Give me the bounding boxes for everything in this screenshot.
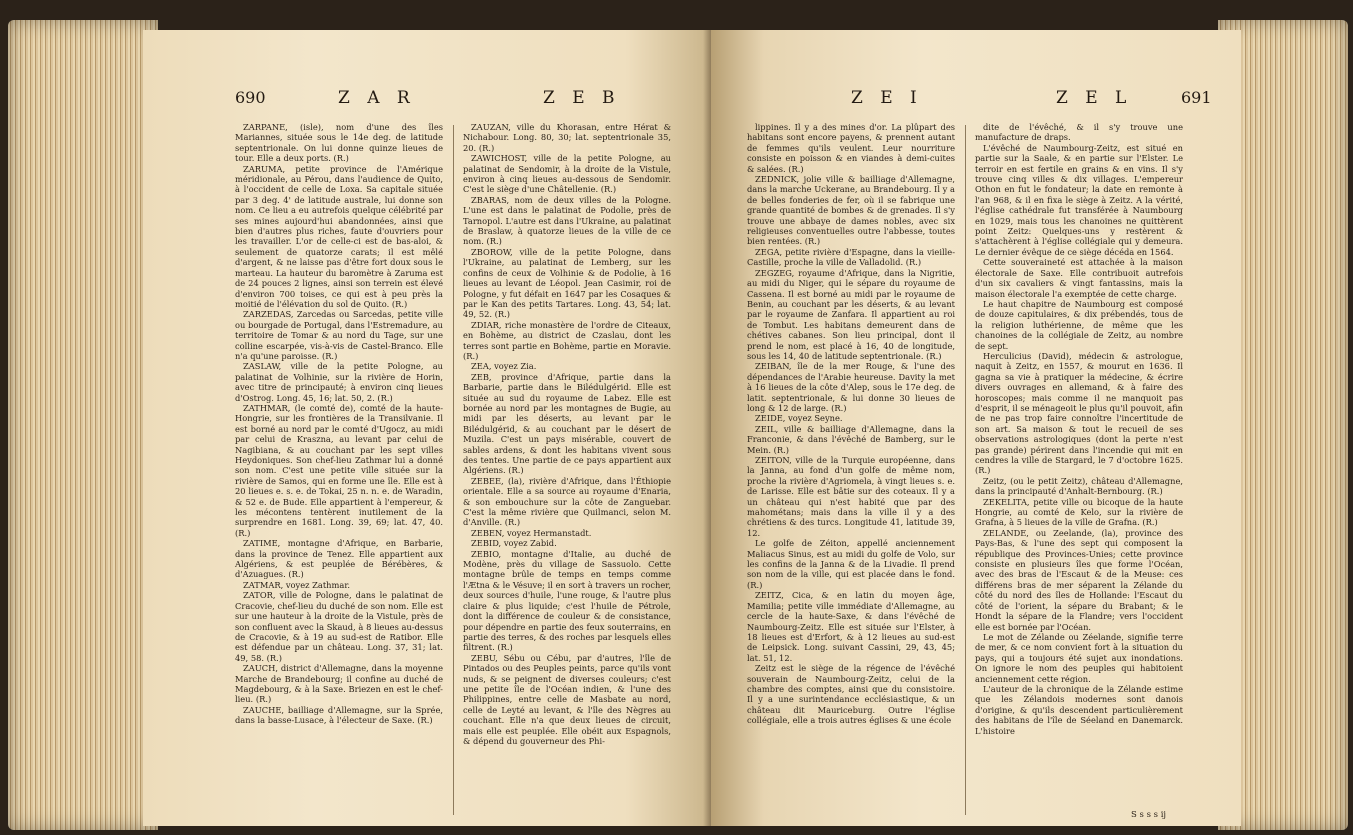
running-head-right: Z E B — [543, 88, 621, 108]
entry-paragraph: ZEBID, voyez Zabid. — [471, 538, 557, 549]
text-column-2 — [975, 122, 1183, 736]
entry-paragraph: ZEKELITA, petite ville ou bicoque de la haute Hongrie, au comté de Kelo, sur la rivière de Grafna, à 5 lieues de la ville de Grafna. (R.) — [975, 496, 1183, 528]
entry-paragraph: ZEBIO, montagne d'Italie, au duché de Modène, près du village de Sassuolo. Cette montagne brûle de temps en temps comme l'Ætna & le Vésuve; il en sort à travers un rocher, deux sources d'huile, l'une rouge, & l'autre plus claire & plus liquide; c'est l'huile de Pétrole, dont la différence de couleur & de consistance, pour dépendre en partie des feux souterrains, en partie des terres, & des roches par lesquels elles filtrent. (R.) — [463, 548, 671, 653]
entry-paragraph: ZARZEDAS, Zarcedas ou Sarcedas, petite ville ou bourgade de Portugal, dans l'Estremadure, au territoire de Tomar & au nord du Tage, sur une colline escarpée, vis-à-vis de Castel-Branco. Elle n'a qu'une paroisse. (R.) — [235, 309, 443, 361]
entry-paragraph: ZEBU, Sébu ou Cébu, par d'autres, l'île de Pintados ou des Peuples peints, parce qu'ils vont nuds, & se peignent de diverses couleurs; c'est une petite île de l'Océan indien, & l'une des Philippines, entre celle de Masbate au nord, celle de Leyté au levant, & l'île des Nègres au couchant. Elle n'a que deux lieues de circuit, mais elle est peuplée. Elle obéit aux Espagnols, & dépend du gouverneur des Phi- — [463, 652, 671, 746]
entry-paragraph: Le haut chapitre de Naumbourg est composé de douze capitulaires, & dix prébendés, tous de la religion luthérienne, de même que les chanoines de la collégiale de Zeitz, au nombre de sept. — [975, 298, 1183, 351]
entry-paragraph: ZBOROW, ville de la petite Pologne, dans l'Ukraine, au palatinat de Lemberg, sur les confins de ceux de Volhinie & de Podolie, à 16 lieues au levant de Léopol. Jean Casimir, roi de Pologne, y fut défait en 1647 par les Cosaques & par le Kan des petits Tartares. Long. 43, 54; lat. 49, 52. (R.) — [463, 246, 671, 320]
entry-paragraph: ZASLAW, ville de la petite Pologne, au palatinat de Volhinie, sur la rivière de Horin, avec titre de principauté; à environ cinq lieues d'Ostrog. Long. 45, 16; lat. 50, 2. (R.) — [235, 361, 443, 403]
entry-paragraph: ZEGA, petite rivière d'Espagne, dans la vieille-Castille, proche la ville de Valladolid. (R.) — [747, 246, 955, 268]
running-head-left: Z A R — [338, 88, 416, 108]
entry-paragraph: ZELANDE, ou Zeelande, (la), province des Pays-Bas, & l'une des sept qui composent la république des Provinces-Unies; cette province consiste en plusieurs îles que forme l'Océan, avec des bras de l'Escaut & de la Meuse: ces différens bras de mer séparent la Zélande du côté du nord des îles de Hollande: l'Escaut du côté de l'orient, la sépare du Brabant; & le Hondt la sépare de la Flandre; vers l'occident elle est bornée par l'Océan. — [975, 527, 1183, 632]
open-book — [8, 14, 1348, 832]
text-column-1 — [235, 122, 443, 726]
entry-paragraph: ZEDNICK, jolie ville & bailliage d'Allemagne, dans la marche Uckerane, au Brandebourg. Il y a de belles fonderies de fer, où il se fabrique une grande quantité de bombes & de grenades. Il s'y trouve une abbaye de dames nobles, avec six religieuses conventuelles outre l'abbesse, toutes bien rentées. (R.) — [747, 174, 955, 247]
entry-paragraph: ZAWICHOST, ville de la petite Pologne, au palatinat de Sendomir, à la droite de la Vistule, environ à cinq lieues au-dessous de Sendomir. C'est le siège d'une Châtellenie. (R.) — [463, 153, 671, 195]
page-number: 691 — [1181, 88, 1212, 107]
right-page — [711, 30, 1241, 826]
entry-paragraph: ZBARAS, nom de deux villes de la Pologne. L'une est dans le palatinat de Podolie, près de Tarnopol. L'autre est dans l'Ukraine, au palatinat de Braslaw, à quatorze lieues de la ville de ce nom. (R.) — [463, 194, 671, 247]
entry-paragraph: ZAUCHE, bailliage d'Allemagne, sur la Sprée, dans la basse-Lusace, à l'électeur de Saxe. (R.) — [235, 704, 443, 726]
entry-paragraph: Herculicius (David), médecin & astrologue, naquit à Zeitz, en 1557, & mourut en 1636. Il gagna sa vie à pratiquer la médecine, & écrire divers ouvrages en allemand, & à faire des horoscopes; mais comme il ne manquoit pas d'esprit, il se ménageoit le plus qu'il pouvoit, afin de ne pas trop faire connoître l'incertitude de son art. Sa maison & tout le recueil de ses observations astrologiques (dont la perte n'est pas grande) périrent dans l'incendie qui mit en cendres la ville de Stargard, le 7 d'octobre 1625. (R.) — [975, 350, 1183, 476]
entry-paragraph: L'évêché de Naumbourg-Zeitz, est situé en partie sur la Saale, & en partie sur l'Elster. Le terroir en est fertile en grains & en vins. Il s'y trouve cinq villes & dix villages. L'empereur Othon en fut le fondateur; la date en remonte à l'an 968, & il en fixa le siège à Zeitz. A la vérité, l'église cathédrale fut transférée à Naumbourg en 1029, mais tous les chanoines ne quittèrent point Zeitz: Quelques-uns y restèrent & s'attachèrent à l'église collégiale qui y demeura. Le dernier évêque de ce siège décéda en 1564. — [975, 142, 1183, 257]
entry-paragraph: dite de l'évêché, & il s'y trouve une manufacture de draps. — [975, 122, 1183, 143]
entry-paragraph: ZEITON, ville de la Turquie européenne, dans la Janna, au fond d'un golfe de même nom, proche la rivière d'Agriomela, à vingt lieues s. e. de Larisse. Elle est bâtie sur des coteaux. Il y a un château qui n'est habité que par des mahométans; mais dans la ville il y a des chrétiens & des turcs. Longitude 41, latitude 39, 12. — [747, 455, 955, 538]
entry-paragraph: ZDIAR, riche monastère de l'ordre de Citeaux, en Bohème, au district de Czaslau, dont les terres sont partie en Bohème, partie en Moravie. (R.) — [463, 319, 671, 361]
entry-paragraph: L'auteur de la chronique de la Zélande estime que les Zélandois modernes sont danois d'origine, & qu'ils descendent particulièrement des habitans de l'île de Séeland en Danemarck. L'histoire — [975, 683, 1183, 736]
entry-paragraph: Le mot de Zélande ou Zéelande, signifie terre de mer, & ce nom convient fort à la situation du pays, qui a toujours été sujet aux inondations. On ignore le nom des peuples qui habitoient anciennement cette région. — [975, 631, 1183, 684]
entry-paragraph: ZATMAR, voyez Zathmar. — [243, 579, 351, 590]
text-column-2 — [463, 122, 671, 746]
page-number: 690 — [235, 88, 266, 107]
entry-paragraph: ZAUZAN, ville du Khorasan, entre Hérat & Nichabour. Long. 80, 30; lat. septentrionale 35, 20. (R.) — [463, 122, 671, 153]
entry-paragraph: ZAUCH, district d'Allemagne, dans la moyenne Marche de Brandebourg; il confine au duché de Magdebourg, & à la Saxe. Briezen en est le chef-lieu. (R.) — [235, 663, 443, 705]
entry-paragraph: ZEBEN, voyez Hermanstadt. — [471, 527, 592, 538]
entry-paragraph: ZEIL, ville & bailliage d'Allemagne, dans la Franconie, & dans l'évêché de Bamberg, sur le Mein. (R.) — [747, 423, 955, 455]
running-head-left: Z E I — [851, 88, 923, 108]
entry-paragraph: ZEB, province d'Afrique, partie dans la Barbarie, partie dans le Bilédulgérid. Elle est située au sud du royaume de Labez. Elle est bornée au nord par les montagnes de Bugie, au midi par les déserts, au levant par le Bilédulgérid, & au couchant par le désert de Muzila. C'est un pays misérable, couvert de sables ardens, & dont les habitans vivent sous des tentes. Une partie de ce pays appartient aux Algériens. (R.) — [463, 371, 671, 476]
entry-paragraph: ZARPANE, (isle), nom d'une des îles Mariannes, située sous le 14e deg. de latitude septentrionale. On lui donne quinze lieues de tour. Elle a deux ports. (R.) — [235, 122, 443, 164]
entry-paragraph: lippines. Il y a des mines d'or. La plûpart des habitans sont encore payens, & prennent autant de femmes qu'ils veulent. Leur nourriture consiste en poisson & en viandes à demi-cuites & salées. (R.) — [747, 122, 955, 174]
text-column-1 — [747, 122, 955, 726]
entry-paragraph: Cette souveraineté est attachée à la maison électorale de Saxe. Elle contribuoit autrefois d'un six cavaliers & vingt fantassins, mais la maison électorale l'a exemptée de cette charge. — [975, 257, 1183, 299]
signature-mark: S s s s ij — [1131, 810, 1167, 820]
entry-paragraph: Zeitz, (ou le petit Zeitz), château d'Allemagne, dans la principauté d'Anhalt-Bernbourg. (R.) — [975, 475, 1183, 497]
entry-paragraph: ZARUMA, petite province de l'Amérique méridionale, au Pérou, dans l'audience de Quito, à l'occident de celle de Loxa. Sa capitale située par 3 deg. 4' de latitude australe, lui donne son nom. Ce lieu a eu autrefois quelque célébrité par ses mines aujourd'hui abandonnées, ainsi que bien d'autres plus riches, faute d'ouvriers pour les travailler. L'or de celle-ci est de bas-aloi, & seulement de quatorze carats; il est mêlé d'argent, & ne laisse pas d'être fort doux sous le marteau. La hauteur du baromètre à Zaruma est de 24 pouces 2 lignes, ainsi son terrein est élevé d'environ 700 toises, ce qui est à peu près la moitié de l'élévation du sol de Quito. (R.) — [235, 163, 443, 309]
entry-paragraph: ZEIDE, voyez Seyne. — [755, 413, 843, 424]
column-rule — [965, 125, 966, 815]
entry-paragraph: Le golfe de Zéiton, appellé anciennement Maliacus Sinus, est au midi du golfe de Volo, sur les confins de la Janna & de la Livadie. Il prend son nom de la ville, qui est placée dans le fond. (R.) — [747, 538, 955, 590]
entry-paragraph: ZEGZEG, royaume d'Afrique, dans la Nigritie, au midi du Niger, qui le sépare du royaume de Cassena. Il est borné au midi par le royaume de Benin, au couchant par les déserts, & au levant par le royaume de Zanfara. Il appartient au roi de Tombut. Les habitans demeurent dans de chétives cabanes. Son lieu principal, dont il prend le nom, est placé à 16, 40 de longitude, sous les 14, 40 de latitude septentrionale. (R.) — [747, 267, 955, 361]
entry-paragraph: ZEBEE, (la), rivière d'Afrique, dans l'Éthiopie orientale. Elle a sa source au royaume d'Enaria, & son embouchure sur la côte de Zanguebar. C'est la même rivière que Quilmanci, selon M. d'Anville. (R.) — [463, 475, 671, 528]
entry-paragraph: ZEIBAN, île de la mer Rouge, & l'une des dépendances de l'Arabie heureuse. Davity la met à 16 lieues de la côte d'Alep, sous le 17e deg. de latit. septentrionale, & lui donne 30 lieues de long & 12 de large. (R.) — [747, 361, 955, 413]
running-head-right: Z E L — [1056, 88, 1133, 108]
entry-paragraph: Zeitz est le siège de la régence de l'évêché souverain de Naumbourg-Zeitz, celui de la chambre des comptes, ainsi que du consistoire. Il y a une surintendance ecclésiastique, & un château dit Mauriceburg. Outre l'église collégiale, elle a trois autres églises & une école — [747, 663, 955, 726]
entry-paragraph: ZATOR, ville de Pologne, dans le palatinat de Cracovie, chef-lieu du duché de son nom. Elle est sur une hauteur à la droite de la Vistule, près de son confluent avec la Skaud, à 8 lieues au-dessus de Cracovie, & à 19 au sud-est de Ratibor. Elle est défendue par un château. Long. 37, 31; lat. 49, 58. (R.) — [235, 590, 443, 663]
entry-paragraph: ZATHMAR, (le comté de), comté de la haute-Hongrie, sur les frontières de la Transilvanie. Il est borné au nord par le comté d'Ugocz, au midi par celui de Kraszna, au levant par celui de Nagibiana, & au couchant par les sept villes Heydoniques. Son chef-lieu Zathmar lui a donné son nom. C'est une petite ville située sur la rivière de Samos, qui en forme une île. Elle est à 20 lieues e. s. e. de Tokai, 25 n. n. e. de Waradin, & 52 e. de Bude. Elle appartient à l'empereur, & les mécontens tentèrent inutilement de la surprendre en 1681. Long. 39, 69; lat. 47, 40. (R.) — [235, 402, 443, 538]
left-page-edges — [8, 20, 158, 830]
entry-paragraph: ZEITZ, Cica, & en latin du moyen âge, Mamilia; petite ville immédiate d'Allemagne, au cercle de la haute-Saxe, & dans l'évêché de Naumbourg-Zeitz. Elle est située sur l'Elster, à 18 lieues est d'Erfort, & à 12 lieues au sud-est de Leipsick. Long. suivant Cassini, 29, 43, 45; lat. 51, 12. — [747, 590, 955, 663]
entry-paragraph: ZEA, voyez Zia. — [471, 361, 537, 372]
entry-paragraph: ZATIME, montagne d'Afrique, en Barbarie, dans la province de Tenez. Elle appartient aux Algériens, & est peuplée de Bérébères, & d'Azuagues. (R.) — [235, 538, 443, 580]
column-rule — [453, 125, 454, 815]
left-page — [143, 30, 711, 826]
